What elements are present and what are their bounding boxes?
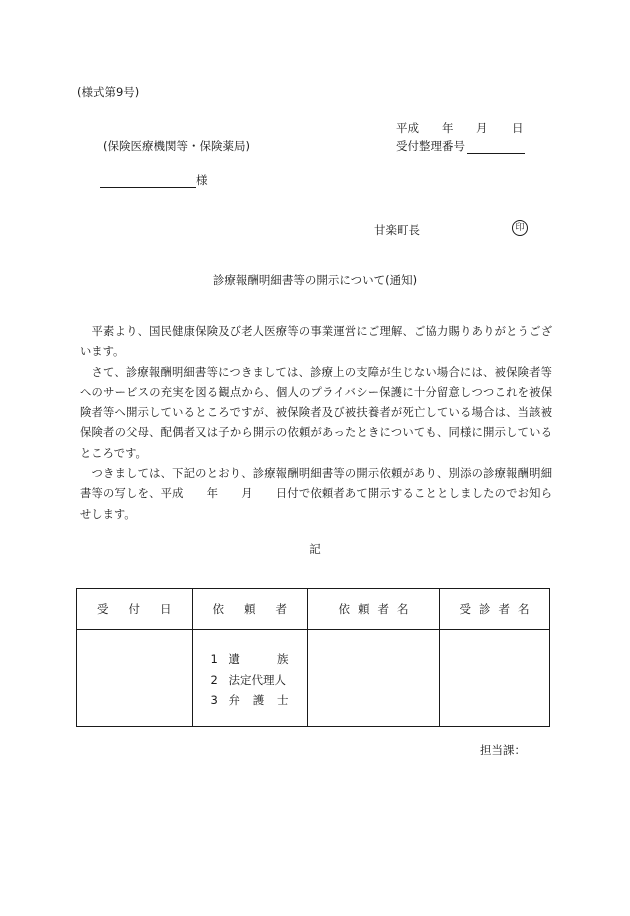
header-requester: 依頼者	[192, 589, 308, 630]
option-legal-agent[interactable]: 2 法定代理人	[210, 672, 286, 687]
receipt-number-field[interactable]	[467, 141, 525, 154]
ki-heading: 記	[309, 542, 321, 556]
issuer-name: 甘楽町長	[374, 223, 420, 237]
seal-icon: 印	[512, 220, 528, 236]
receipt-number	[396, 138, 525, 154]
form-number: (様式第9号)	[77, 85, 140, 99]
document-title: 診療報酬明細書等の開示について(通知)	[212, 273, 418, 287]
header-requester-name: 依頼者名	[308, 589, 440, 630]
recipient-org: (保険医療機関等・保険薬局)	[103, 139, 250, 153]
era-label: 平成	[396, 121, 419, 135]
day-label: 日	[512, 121, 524, 135]
addressee-field[interactable]	[100, 174, 196, 188]
date-line	[396, 120, 524, 136]
addressee-suffix: 様	[196, 173, 208, 187]
body-paragraph-2: さて、診療報酬明細書等につきましては、診療上の支障が生じない場合には、被保険者等へのサービスの充実を図る観点から、個人のプライバシー保護に十分留意しつつこれを被保険者等へ開示しているところですが、被保険者及び被扶養者が死亡している場合は、当該被保険者の父母、配偶者又は子から開示の依頼があったときについても、同様に開示しているところです。	[80, 365, 552, 460]
cell-requester	[192, 630, 308, 727]
addressee	[100, 172, 208, 188]
month-label: 月	[476, 121, 488, 135]
option-lawyer[interactable]: 3 弁 護 士	[210, 693, 289, 707]
table-row	[77, 630, 550, 727]
body-paragraph-1: 平素より、国民健康保険及び老人医療等の事業運営にご理解、ご協力賜りありがとうございます。	[80, 325, 552, 359]
header-receipt-date: 受付日	[77, 589, 193, 630]
year-label: 年	[442, 121, 454, 135]
request-table	[76, 588, 550, 727]
officer-label: 担当課：	[480, 743, 526, 757]
receipt-label: 受付整理番号	[396, 139, 465, 153]
body-paragraph-3: つきましては、下記のとおり、診療報酬明細書等の開示依頼があり、別添の診療報酬明細書等の写しを、平成 年 月 日付で依頼者あて開示することとしましたのでお知らせします。	[80, 467, 552, 521]
header-patient-name: 受診者名	[440, 589, 550, 630]
option-bereaved[interactable]: 1 遺 族	[210, 652, 289, 666]
cell-receipt-date[interactable]	[77, 630, 193, 727]
cell-patient-name[interactable]	[440, 630, 550, 727]
body-text	[80, 322, 552, 525]
cell-requester-name[interactable]	[308, 630, 440, 727]
table-header-row	[77, 589, 550, 630]
